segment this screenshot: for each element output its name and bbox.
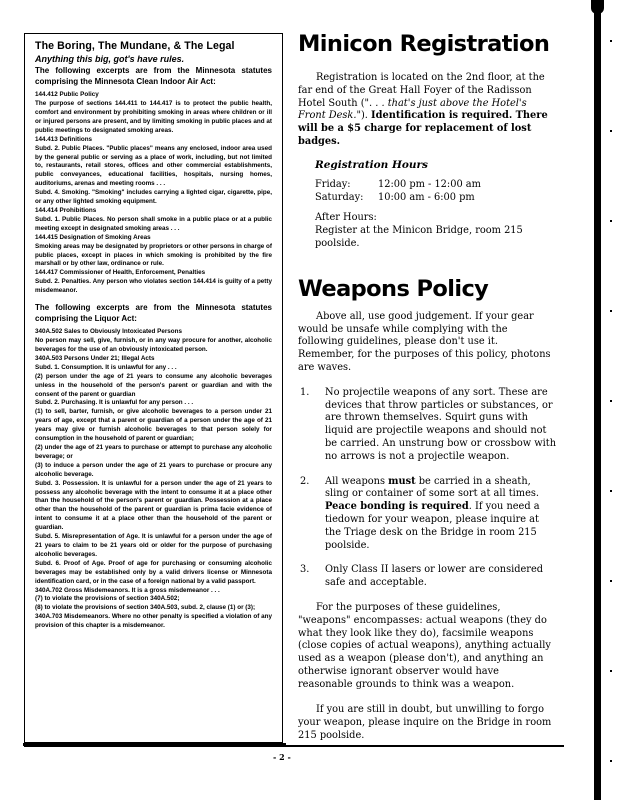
statute-text: Subd. 2. Purchasing. It is unlawful for any person . . . <box>35 399 194 407</box>
hours-row-saturday <box>315 192 556 205</box>
rule-text-part: be carried in a sheath, sling or container of some sort at all times. <box>325 475 540 500</box>
statute-heading: 144.417 Commissioner of Health, Enforcement, Penalties <box>35 269 206 277</box>
weapons-intro: Above all, use good judgement. If your gear would be unsafe while complying with the following guidelines, please don't use it. Remember, for the purposes of this policy, photons are waves. <box>298 310 551 373</box>
spacer <box>35 296 272 303</box>
statute-heading: 340A.703 Misdemeanors. Where no other penalty is specified a violation of any provision of this chapter is a misdemeanor. <box>35 613 272 630</box>
statute-text: Subd. 2. Penalties. Any person who violates section 144.414 is guilty of a petty misdemeanor. <box>35 278 272 295</box>
registration-paragraph <box>298 72 556 149</box>
rule-emphasis: must <box>388 475 416 487</box>
rule-number: 3. <box>300 564 310 576</box>
statute-text: Subd. 3. Possession. It is unlawful for a person under the age of 21 years to possess any alcoholic beverage with the intent to consume it at a place other than the household of the person's parent or guardian. Possession at a place other than the household of the parent or guardian is prima facie evidence of intent to consume it at a place other than the household of the parent or guardian. <box>35 479 272 532</box>
statute-text: (2) under the age of 21 years to purchase or attempt to purchase any alcoholic beverage; or <box>35 444 272 460</box>
footer-divider <box>24 745 564 747</box>
weapons-heading: Weapons Policy <box>298 275 489 302</box>
indoor-air-excerpts <box>35 91 272 296</box>
statute-text: (2) person under the age of 21 years to consume any alcoholic beverages unless in the household of the person's parent or guardian and with the consent of the parent or guardian <box>35 372 272 398</box>
statute-text: Subd. 1. Consumption. It is unlawful for any . . . <box>35 363 177 371</box>
statute-heading: 144.415 Designation of Smoking Areas <box>35 233 151 241</box>
registration-quote: ". . . that's just above the Hotel's Front Desk." <box>298 97 527 122</box>
after-hours <box>315 212 556 250</box>
statute-text: Subd. 4. Smoking. "Smoking" includes carrying a lighted cigar, cigarette, pipe, or any other lighted smoking equipment. <box>35 189 272 206</box>
registration-hours-title: Registration Hours <box>315 158 428 171</box>
main-column <box>298 30 556 743</box>
statute-heading: 144.413 Definitions <box>35 135 93 143</box>
hours-time: 12:00 pm - 12:00 am <box>378 178 481 190</box>
statute-text: Subd. 6. Proof of Age. Proof of age for purchasing or consuming alcoholic beverages may be established only by a valid drivers license or Minnesota identification card, or in the case of a foreign national by a valid passport. <box>35 559 272 585</box>
registration-text: Registration is located on the 2nd floor, at the far end of the Great Hall Foyer of the Radisson Hotel South ( <box>298 72 545 109</box>
rule-number: 1. <box>300 386 310 398</box>
indoor-air-intro: The following excerpts are from the Minnesota statutes comprising the Minnesota Clean Indoor Air Act: <box>35 66 272 86</box>
weapons-rule <box>298 387 556 464</box>
after-hours-label: After Hours: <box>315 212 377 224</box>
page-number: - 2 - <box>273 752 291 762</box>
legal-sidebar-box <box>24 33 283 743</box>
scan-edge-bar <box>594 0 601 800</box>
rule-text-part: . If you need a tiedown for your weapon, please inquire at the Triage desk on the Bridge in room 215 poolside. <box>325 501 540 551</box>
legal-subtitle: Anything this big, got's have rules. <box>35 54 185 64</box>
statute-text: Smoking areas may be designated by proprietors or other persons in charge of public places, except in places in which smoking is prohibited by the fire marshall or by other law, ordinance or rule. <box>35 242 272 268</box>
liquor-intro: The following excerpts are from the Minnesota statutes comprising the Liquor Act: <box>35 303 272 323</box>
registration-requirement: Identification is required. There will be a $5 charge for replacement of lost badges. <box>298 110 548 147</box>
statute-text: No person may sell, give, furnish, or in any way procure for another, alcoholic beverages for the use of an obviously intoxicated person. <box>35 337 272 354</box>
statute-text: (8) to violate the provisions of section 340A.503, subd. 2, clause (1) or (3); <box>35 604 256 612</box>
statute-text: (7) to violate the provisions of section 340A.502; <box>35 595 180 603</box>
rule-number: 2. <box>300 475 310 487</box>
after-hours-text: Register at the Minicon Bridge, room 215 poolside. <box>315 225 523 249</box>
statute-heading: 144.414 Prohibitions <box>35 206 97 214</box>
rule-text <box>325 476 556 553</box>
registration-hours-table <box>315 179 556 205</box>
weapons-rule <box>298 476 556 553</box>
weapons-closing: If you are still in doubt, but unwilling to forgo your weapon, please inquire on the Bridge in room 215 poolside. <box>298 704 552 742</box>
hours-row-friday <box>315 179 556 192</box>
hours-day: Saturday: <box>315 191 364 203</box>
hours-day: Friday: <box>315 178 351 190</box>
legal-title: The Boring, The Mundane, & The Legal <box>35 40 235 52</box>
scan-edge-marks <box>610 0 612 800</box>
statute-text: Subd. 2. Public Places. "Public places" means any enclosed, indoor area used by the general public or serving as a place of work, including, but not limited to, restaurants, retail stores, offices and other commercial establishments, public conveyances, educational facilities, hospitals, nursing homes, auditoriums, arenas and meeting rooms . . . <box>35 144 272 188</box>
statute-heading: 144.412 Public Policy <box>35 91 99 99</box>
weapons-rule <box>298 564 556 590</box>
statute-text: (3) to induce a person under the age of 21 years to purchase or procure any alcoholic beverage. <box>35 461 272 478</box>
rule-text-part: All weapons <box>325 475 389 487</box>
statute-text: Subd. 5. Misrepresentation of Age. It is unlawful for a person under the age of 21 years to claim to be 21 years old or older for the purpose of purchasing alcoholic beverages. <box>35 533 272 558</box>
registration-text-2: ). <box>360 110 372 122</box>
statute-text: (1) to sell, barter, furnish, or give alcoholic beverages to a person under 21 years of age, except that a parent or guardian of a person under the age of 21 years may give or furnish alcoholic beverages to that person solely for consumption in the household of parent or guardian; <box>35 408 272 443</box>
registration-heading: Minicon Registration <box>298 31 550 57</box>
hours-time: 10:00 am - 6:00 pm <box>378 191 475 203</box>
rule-text: Only Class II lasers or lower are considered safe and acceptable. <box>325 564 544 589</box>
statute-heading: 340A.503 Persons Under 21; Illegal Acts <box>35 354 155 362</box>
liquor-excerpts <box>35 328 272 631</box>
statute-text: The purpose of sections 144.411 to 144.417 is to protect the public health, comfort and environment by prohibiting smoking in areas where children or ill or injured persons are present, and by limiting smoking in public places and at public meetings to designated smoking areas. <box>35 100 272 134</box>
rule-text: No projectile weapons of any sort. These are devices that throw particles or substances, or are thrown themselves. Squirt guns with liquid are projectile weapons and should not be carried. An unstrung bow or crossbow with no arrows is not a projectile weapon. <box>325 386 557 462</box>
weapons-definition: For the purposes of these guidelines, "weapons" encompasses: actual weapons (they do what they look like they do), facsimile weapons (close copies of actual weapons), anything actually used as a weapon (please don't), and anything an otherwise ignorant observer would have reasonable grounds to think was a weapon. <box>298 601 551 690</box>
statute-heading: 340A.702 Gross Misdemeanors. It is a gross misdemeanor . . . <box>35 586 220 594</box>
rule-emphasis: Peace bonding is required <box>325 501 469 513</box>
statute-heading: 340A.502 Sales to Obviously Intoxicated Persons <box>35 328 182 336</box>
statute-text: Subd. 1. Public Places. No person shall smoke in a public place or at a public meeting except in designated smoking areas . . . <box>35 215 272 232</box>
weapons-rules-list <box>298 387 556 590</box>
